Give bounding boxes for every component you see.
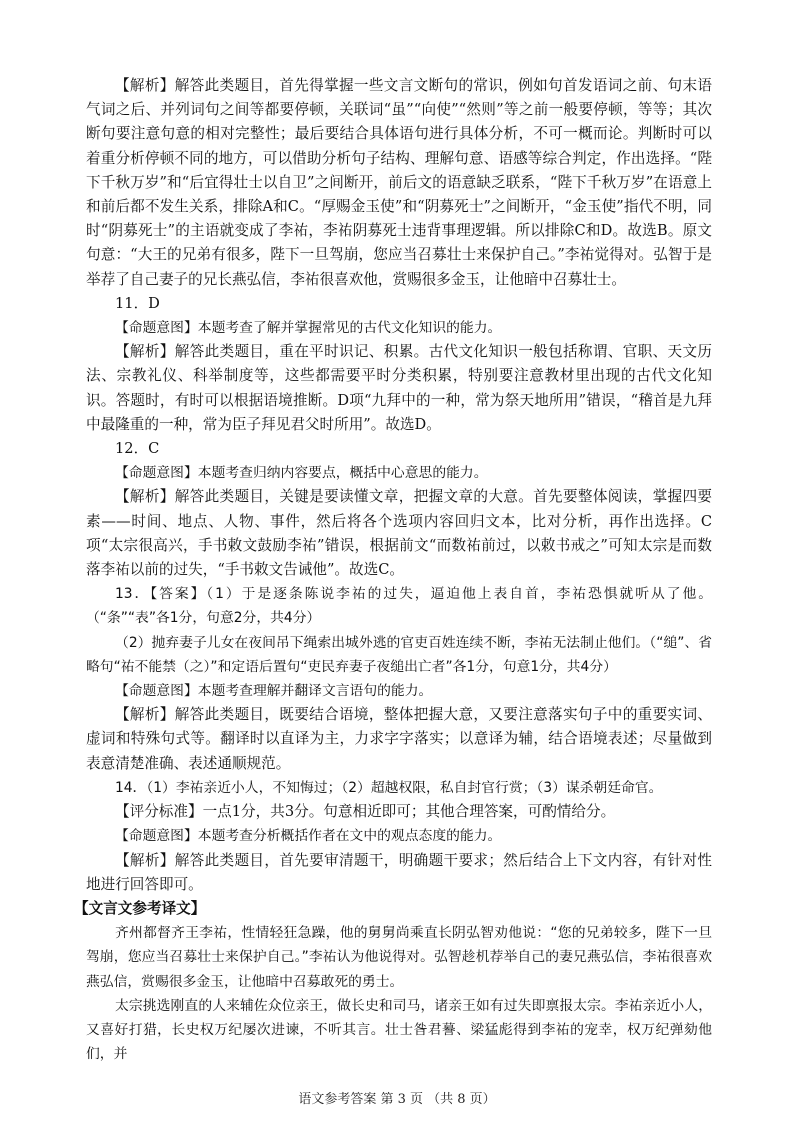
answer-13-2: （2）抛弃妻子儿女在夜间吊下绳索出城外逃的官吏百姓连续不断，李祐无法制止他们。（“缒”、省略句“祐不能禁（之）”和定语后置句“吏民弃妻子夜缒出亡者”各1分，句意1分，共4分） bbox=[86, 634, 712, 675]
answer-13-1: 13．【答案】（1）于是逐条陈说李祐的过失，逼迫他上表自首，李祐恐惧就听从了他。（“条”“表”各1分，句意2分，共4分） bbox=[86, 586, 712, 627]
paragraph-analysis-10: 【解析】解答此类题目，首先得掌握一些文言文断句的常识，例如句首发语词之前、句末语气词之后、并列词句之间等都要停顿，关联词“虽”“向使”“然则”等之前一般要停顿，等等；其次断句要注意句意的相对完整性；最后要结合具体语句进行具体分析，不可一概而论。判断时可以着重分析停顿不同的地方，可以借助分析句子结构、理解句意、语感等综合判定，作出选择。“陛下千秋万岁”和“后宜得壮士以自卫”之间断开，前后文的语意缺乏联系，“陛下千秋万岁”在语意上和前后都不发生关系，排除A和C。“厚赐金玉使”和“阴募死士”之间断开，“金玉使”指代不明，同时“阴募死士”的主语就变成了李祐，李祐阴募死士违背事理逻辑。所以排除C和D。故选B。原文句意：“大王的兄弟有很多，陛下一旦驾崩，您应当召募壮士来保护自己。”李祐觉得对。弘智于是举荐了自己妻子的兄长燕弘信，李祐很喜欢他，赏赐很多金玉，让他暗中召募壮士。 bbox=[86, 77, 712, 288]
intent-14: 【命题意图】本题考查分析概括作者在文中的观点态度的能力。 bbox=[115, 828, 502, 845]
analysis-14: 【解析】解答此类题目，首先要审清题干，明确题干要求；然后结合上下文内容，有针对性地进行回答即可。 bbox=[86, 851, 712, 893]
answer-14: 14．（1）李祐亲近小人，不知悔过；（2）超越权限，私自封官行赏；（3）谋杀朝廷命官。 bbox=[115, 779, 663, 796]
intent-12: 【命题意图】本题考查归纳内容要点，概括中心意思的能力。 bbox=[115, 465, 488, 482]
scoring-14: 【评分标准】一点1分，共3分。句意相近即可；其他合理答案，可酌情给分。 bbox=[115, 803, 616, 821]
intent-11: 【命题意图】本题考查了解并掌握常见的古代文化知识的能力。 bbox=[115, 320, 502, 337]
translation-paragraph-2: 太宗挑选刚直的人来辅佐众位亲王，做长史和司马，诸亲王如有过失即禀报太宗。李祐亲近小人，又喜好打猎，长史权万纪屡次进谏，不听其言。壮士昝君謩、梁猛彪得到李祐的宠幸，权万纪弹劾他们，并 bbox=[86, 997, 712, 1063]
answer-12: 12．C bbox=[115, 440, 160, 458]
page-footer: 语文参考答案 第 3 页 （共 8 页） bbox=[298, 1092, 496, 1107]
intent-13: 【命题意图】本题考查理解并翻译文言语句的能力。 bbox=[115, 683, 433, 700]
analysis-11: 【解析】解答此类题目，重在平时识记、积累。古代文化知识一般包括称谓、官职、天文历法、宗教礼仪、科举制度等，这些都需要平时分类积累，特别要注意教材里出现的古代文化知识。答题时，有时可以根据语境推断。D项“九拜中的一种，常为祭天地所用”错误，“稽首是九拜中最隆重的一种，常为臣子拜见君父时所用”。故选D。 bbox=[86, 343, 712, 433]
translation-paragraph-1: 齐州都督齐王李祐，性情轻狂急躁，他的舅舅尚乘直长阴弘智劝他说：“您的兄弟较多，陛下一旦驾崩，您应当召募壮士来保护自己。”李祐认为他说得对。弘智趁机荐举自己的妻兄燕弘信，李祐很喜欢燕弘信，赏赐很多金玉，让他暗中召募敢死的勇士。 bbox=[86, 925, 712, 990]
translation-heading: 【文言文参考译文】 bbox=[74, 899, 206, 917]
analysis-13: 【解析】解答此类题目，既要结合语境，整体把握大意，又要注意落实句子中的重要实词、虚词和特殊句式等。翻译时以直译为主，力求字字落实；以意译为辅，结合语境表述；尽量做到表意清楚准确、表述通顺规范。 bbox=[86, 706, 712, 772]
answer-11: 11．D bbox=[115, 294, 160, 312]
answer-page bbox=[74, 74, 712, 1066]
analysis-12: 【解析】解答此类题目，关键是要读懂文章，把握文章的大意。首先要整体阅读，掌握四要素——时间、地点、人物、事件，然后将各个选项内容回归文本，比对分析，再作出选择。C项“太宗很高兴，手书敕文鼓励李祐”错误，根据前文“而数祐前过，以敕书戒之”可知太宗是而数落李祐以前的过失，“手书敕文告诫他”。故选C。 bbox=[86, 488, 712, 579]
